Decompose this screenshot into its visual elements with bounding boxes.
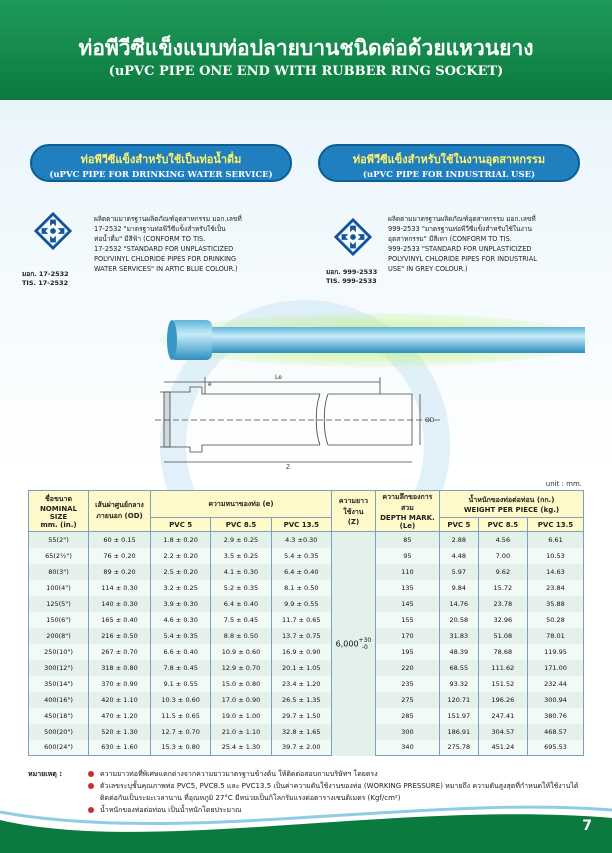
table-cell: 155	[375, 612, 439, 628]
specification-table	[28, 490, 584, 756]
table-cell: 216 ± 0.50	[89, 628, 151, 644]
table-cell: 4.56	[478, 532, 527, 548]
table-cell: 50.28	[527, 612, 583, 628]
col-weight-pvc135: PVC 13.5	[527, 518, 583, 532]
table-cell: 25.4 ± 1.30	[211, 740, 271, 756]
col-thick-pvc5: PVC 5	[151, 518, 211, 532]
table-cell: 304.57	[478, 724, 527, 740]
pipe-photo	[160, 312, 590, 367]
table-cell: 120.71	[439, 692, 478, 708]
table-cell: 23.4 ± 1.20	[271, 676, 331, 692]
table-cell: 7.5 ± 0.45	[211, 612, 271, 628]
table-cell: 13.7 ± 0.75	[271, 628, 331, 644]
table-cell: 5.2 ± 0.35	[211, 580, 271, 596]
table-cell: 93.32	[439, 676, 478, 692]
table-cell: 32.96	[478, 612, 527, 628]
table-cell: 21.0 ± 1.10	[211, 724, 271, 740]
table-cell: 15.3 ± 0.80	[151, 740, 211, 756]
drawing-label-z: Z	[286, 464, 291, 471]
table-cell: 9.84	[439, 580, 478, 596]
table-cell: 5.4 ± 0.35	[271, 548, 331, 564]
table-cell: 275.78	[439, 740, 478, 756]
table-cell: 5.97	[439, 564, 478, 580]
table-cell: 695.53	[527, 740, 583, 756]
page-header	[0, 0, 612, 100]
table-cell: 89 ± 0.20	[89, 564, 151, 580]
table-row	[29, 596, 584, 612]
table-cell: 65(2½")	[29, 548, 89, 564]
drinking-water-title-thai: ท่อพีวีซีแข็งสำหรับใช้เป็นท่อน้ำดื่ม	[80, 153, 242, 166]
page-footer	[0, 800, 612, 853]
table-cell: 145	[375, 596, 439, 612]
table-cell: 7.00	[478, 548, 527, 564]
table-cell: 110	[375, 564, 439, 580]
table-cell: 630 ± 1.60	[89, 740, 151, 756]
table-cell: 300	[375, 724, 439, 740]
table-cell: 1.8 ± 0.20	[151, 532, 211, 548]
drinking-water-heading	[30, 144, 292, 182]
table-cell: 19.0 ± 1.00	[211, 708, 271, 724]
table-cell: 80(3")	[29, 564, 89, 580]
table-cell: 150(6")	[29, 612, 89, 628]
table-cell: 68.55	[439, 660, 478, 676]
table-cell: 520 ± 1.30	[89, 724, 151, 740]
table-row	[29, 660, 584, 676]
table-cell: 55(2")	[29, 532, 89, 548]
table-cell: 135	[375, 580, 439, 596]
table-cell: 285	[375, 708, 439, 724]
table-cell: 15.0 ± 0.80	[211, 676, 271, 692]
page-number: 7	[582, 818, 592, 834]
table-row	[29, 740, 584, 756]
table-cell: 2.88	[439, 532, 478, 548]
table-cell: 2.2 ± 0.20	[151, 548, 211, 564]
table-cell: 2.5 ± 0.20	[151, 564, 211, 580]
col-weight-pvc85: PVC 8.5	[478, 518, 527, 532]
col-thick-pvc85: PVC 8.5	[211, 518, 271, 532]
table-cell: 235	[375, 676, 439, 692]
col-weight-pvc5: PVC 5	[439, 518, 478, 532]
table-cell: 31.83	[439, 628, 478, 644]
bullet-icon	[88, 771, 94, 777]
industrial-heading	[318, 144, 580, 182]
table-cell: 23.78	[478, 596, 527, 612]
table-cell: 275	[375, 692, 439, 708]
table-cell: 151.97	[439, 708, 478, 724]
table-cell: 39.7 ± 2.00	[271, 740, 331, 756]
table-cell: 23.84	[527, 580, 583, 596]
table-cell: 300.94	[527, 692, 583, 708]
table-cell: 450(18")	[29, 708, 89, 724]
tis-logo-icon	[334, 218, 372, 256]
table-cell: 340	[375, 740, 439, 756]
col-depth-mark: ความลึกของการสวม DEPTH MARK. (Le)	[375, 491, 439, 532]
table-cell: 4.1 ± 0.30	[211, 564, 271, 580]
table-cell: 85	[375, 532, 439, 548]
table-cell: 9.9 ± 0.55	[271, 596, 331, 612]
table-cell: 171.00	[527, 660, 583, 676]
note-item: ตัวเลขระบุชั้นคุณภาพท่อ PVC5, PVC8.5 และ PVC13.5 เป็นค่าความดันใช้งานของท่อ (WORKING PRESSURE) หมายถึง ความดันสูงสุดที่กำหนดให้ใช้งานได้ติดต่อกันเป็นระยะเวลานาน ที่อุณหภูมิ 27°C มีหน่วยเป็นกิโลกรัมแรงต่อตารางเซนติเมตร (Kgf/cm²)	[88, 780, 582, 804]
table-row	[29, 644, 584, 660]
table-cell: 15.72	[478, 580, 527, 596]
drawing-label-le: Le	[275, 374, 282, 381]
table-cell: 8.8 ± 0.50	[211, 628, 271, 644]
table-row	[29, 612, 584, 628]
table-row	[29, 564, 584, 580]
table-cell: 60 ± 0.15	[89, 532, 151, 548]
table-cell: 6.4 ± 0.40	[211, 596, 271, 612]
table-cell: 140 ± 0.30	[89, 596, 151, 612]
table-row	[29, 548, 584, 564]
table-cell: 20.58	[439, 612, 478, 628]
table-cell: 14.76	[439, 596, 478, 612]
table-cell: 11.7 ± 0.65	[271, 612, 331, 628]
table-cell: 10.3 ± 0.60	[151, 692, 211, 708]
table-cell: 2.9 ± 0.25	[211, 532, 271, 548]
table-cell: 370 ± 0.90	[89, 676, 151, 692]
table-row	[29, 724, 584, 740]
table-cell: 186.91	[439, 724, 478, 740]
industrial-tis-caption: มอก. 999-2533 TIS. 999-2533	[326, 268, 378, 285]
col-weight: น้ำหนักของท่อต่อท่อน (กก.) WEIGHT PER PIECE (kg.)	[439, 491, 583, 518]
col-thick-pvc135: PVC 13.5	[271, 518, 331, 532]
table-cell: 300(12")	[29, 660, 89, 676]
tis-logo-icon	[34, 212, 72, 250]
table-cell: 14.63	[527, 564, 583, 580]
table-cell: 11.5 ± 0.65	[151, 708, 211, 724]
industrial-description: ผลิตตามมาตรฐานผลิตภัณฑ์อุตสาหกรรม มอก.เลขที่ 999-2533 "มาตรฐานท่อพีวีซีแข็งสำหรับใช้ในงาน อุตสาหกรรม" มีสีเทา (CONFORM TO TIS. 999-2533 "STANDARD FOR UNPLASTICIZED POLYVINYL CHLORIDE PIPES FOR INDUSTRIAL USE" IN GREY COLOUR.)	[388, 215, 537, 273]
table-cell: 26.5 ± 1.35	[271, 692, 331, 708]
table-cell: 4.6 ± 0.30	[151, 612, 211, 628]
table-cell: 32.8 ± 1.65	[271, 724, 331, 740]
col-length: ความยาว ใช้งาน (Z)	[331, 491, 375, 532]
unit-label: unit : mm.	[545, 480, 582, 488]
table-cell: 420 ± 1.10	[89, 692, 151, 708]
drinking-water-description: ผลิตตามมาตรฐานผลิตภัณฑ์อุตสาหกรรม มอก.เลขที่ 17-2532 "มาตรฐานท่อพีวีซีแข็งสำหรับใช้เป็น ท่อน้ำดื่ม" มีสีฟ้า (CONFORM TO TIS. 17-2532 "STANDARD FOR UNPLASTICIZED POLYVINYL CHLORIDE PIPES FOR DRINKING WATER SERVICES" IN ARTIC BLUE COLOUR.)	[94, 215, 242, 273]
table-cell: 6.4 ± 0.40	[271, 564, 331, 580]
table-cell: 12.7 ± 0.70	[151, 724, 211, 740]
table-cell: 4.3 ±0.30	[271, 532, 331, 548]
table-cell: 500(20")	[29, 724, 89, 740]
table-cell: 48.39	[439, 644, 478, 660]
table-cell: 35.88	[527, 596, 583, 612]
table-cell: 196.26	[478, 692, 527, 708]
table-row	[29, 692, 584, 708]
drinking-water-title-english: (uPVC PIPE FOR DRINKING WATER SERVICE)	[49, 170, 273, 180]
table-cell: 3.2 ± 0.25	[151, 580, 211, 596]
table-cell: 78.68	[478, 644, 527, 660]
table-cell: 114 ± 0.30	[89, 580, 151, 596]
col-outside-diameter: เส้นผ่าศูนย์กลาง ภายนอก (OD)	[89, 491, 151, 532]
length-cell: 6,000 +30 -0	[331, 532, 375, 756]
table-cell: 165 ± 0.40	[89, 612, 151, 628]
table-cell: 151.52	[478, 676, 527, 692]
table-cell: 10.9 ± 0.60	[211, 644, 271, 660]
table-cell: 350(14")	[29, 676, 89, 692]
table-cell: 170	[375, 628, 439, 644]
drinking-tis-caption: มอก. 17-2532 TIS. 17-2532	[22, 270, 69, 287]
table-row	[29, 628, 584, 644]
table-cell: 200(8")	[29, 628, 89, 644]
table-row	[29, 532, 584, 548]
table-cell: 12.9 ± 0.70	[211, 660, 271, 676]
table-cell: 20.1 ± 1.05	[271, 660, 331, 676]
page-title-thai: ท่อพีวีซีแข็งแบบท่อปลายบานชนิดต่อด้วยแหวนยาง	[78, 36, 534, 60]
footer-wave	[0, 800, 612, 853]
table-cell: 247.41	[478, 708, 527, 724]
table-cell: 4.48	[439, 548, 478, 564]
table-cell: 111.62	[478, 660, 527, 676]
table-cell: 16.9 ± 0.90	[271, 644, 331, 660]
table-cell: 95	[375, 548, 439, 564]
table-row	[29, 708, 584, 724]
table-cell: 380.76	[527, 708, 583, 724]
table-cell: 6.6 ± 0.40	[151, 644, 211, 660]
industrial-title-english: (uPVC PIPE FOR INDUSTRIAL USE)	[362, 170, 536, 180]
col-nominal-size: ชื่อขนาด NOMINAL SIZE mm. (in.)	[29, 491, 89, 532]
table-cell: 3.9 ± 0.30	[151, 596, 211, 612]
table-cell: 17.0 ± 0.90	[211, 692, 271, 708]
table-cell: 5.4 ± 0.35	[151, 628, 211, 644]
table-cell: 29.7 ± 1.50	[271, 708, 331, 724]
note-item: ความยาวท่อที่พิเศษแตกต่างจากความยาวมาตรฐานข้างต้น ให้ติดต่อสอบถามบริษัทฯ โดยตรง	[88, 768, 582, 780]
table-cell: 119.95	[527, 644, 583, 660]
table-cell: 51.08	[478, 628, 527, 644]
table-cell: 250(10")	[29, 644, 89, 660]
bullet-icon	[88, 783, 94, 789]
table-cell: 100(4")	[29, 580, 89, 596]
table-cell: 470 ± 1.20	[89, 708, 151, 724]
table-cell: 220	[375, 660, 439, 676]
table-cell: 232.44	[527, 676, 583, 692]
table-cell: 125(5")	[29, 596, 89, 612]
pipe-dimension-drawing	[150, 372, 445, 472]
col-wall-thickness: ความหนาของท่อ (e)	[151, 491, 332, 518]
table-cell: 468.57	[527, 724, 583, 740]
table-row	[29, 676, 584, 692]
table-cell: 3.5 ± 0.25	[211, 548, 271, 564]
table-cell: 451.24	[478, 740, 527, 756]
table-cell: 8.1 ± 0.50	[271, 580, 331, 596]
notes-label: หมายเหตุ :	[28, 770, 63, 778]
table-cell: 78.01	[527, 628, 583, 644]
table-row	[29, 580, 584, 596]
industrial-title-thai: ท่อพีวีซีแข็งสำหรับใช้ในงานอุตสาหกรรม	[352, 153, 546, 166]
page-title-english: (uPVC PIPE ONE END WITH RUBBER RING SOCKET)	[108, 64, 504, 79]
table-cell: 6.61	[527, 532, 583, 548]
note-item: น้ำหนักของท่อต่อท่อน เป็นน้ำหนักโดยประมาณ	[88, 804, 582, 816]
table-cell: 9.62	[478, 564, 527, 580]
table-cell: 7.8 ± 0.45	[151, 660, 211, 676]
table-cell: 600(24")	[29, 740, 89, 756]
table-cell: 10.53	[527, 548, 583, 564]
table-cell: 76 ± 0.20	[89, 548, 151, 564]
table-cell: 400(16")	[29, 692, 89, 708]
table-cell: 9.1 ± 0.55	[151, 676, 211, 692]
drawing-label-e: e	[208, 381, 212, 388]
drawing-label-od: OD	[425, 417, 435, 424]
table-cell: 195	[375, 644, 439, 660]
table-cell: 267 ± 0.70	[89, 644, 151, 660]
table-cell: 318 ± 0.80	[89, 660, 151, 676]
